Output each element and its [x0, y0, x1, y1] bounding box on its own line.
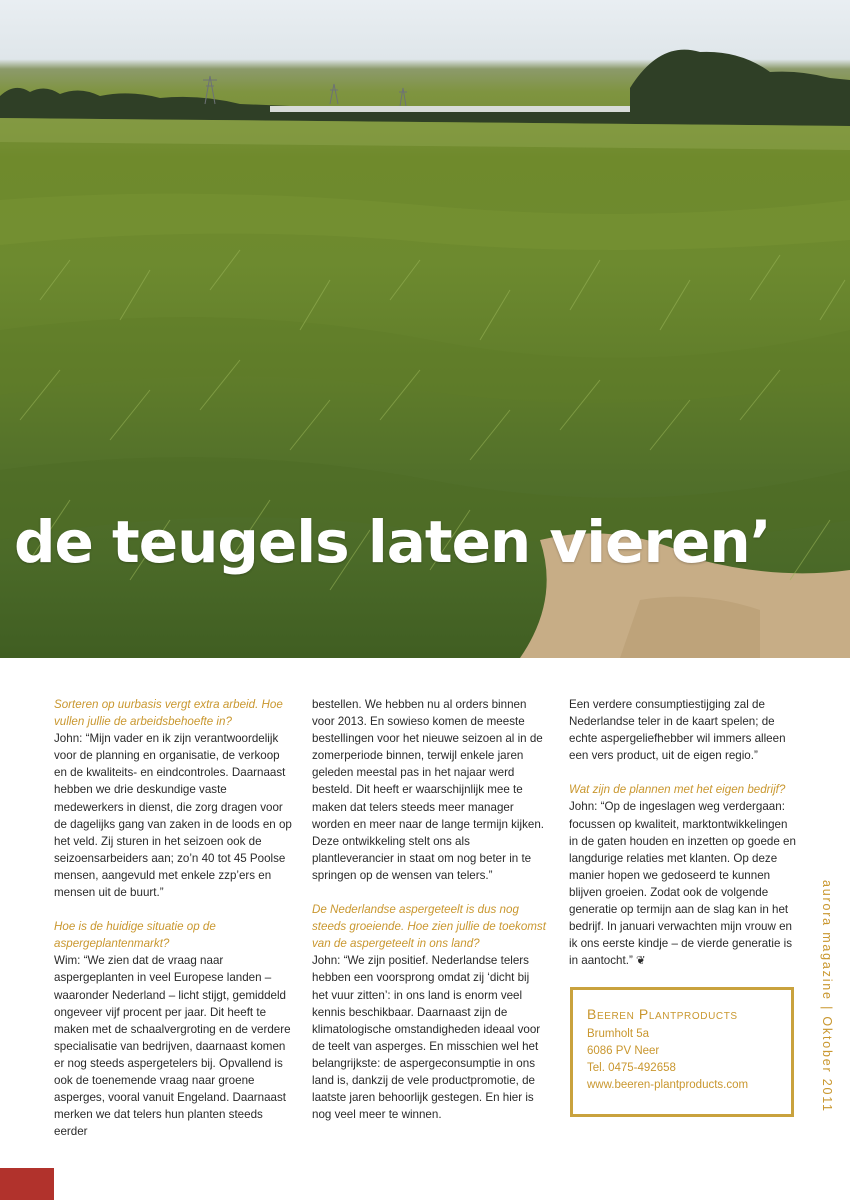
- end-mark-icon: ❦: [636, 954, 646, 968]
- answer-toekomst: John: “We zijn positief. Nederlandse telers hebben een voorsprong omdat zij ‘dicht bij het vuur zitten’: in ons land is enorm veel kennis beschikbaar. Daarnaast zijn de klimatologische omstandigheden ideaal voor de teelt van asperges. En misschien wel het belangrijkste: de aspergeconsumptie in ons land is, dankzij de vele productpromotie, de laatste jaren behoorlijk gestegen. En hier is nog veel meer te winnen.: [312, 954, 541, 1122]
- question-arbeidsbehoefte: Sorteren op uurbasis vergt extra arbeid. Hoe vullen jullie de arbeidsbehoefte in?: [54, 698, 283, 729]
- magazine-sidebar-label: aurora magazine | Oktober 2011: [820, 880, 834, 1113]
- column-3: [569, 696, 799, 969]
- website-link[interactable]: www.beeren-plantproducts.com: [587, 1079, 749, 1091]
- column-1: [54, 696, 292, 1140]
- phone-number: Tel. 0475-492658: [587, 1062, 676, 1074]
- answer-plannen: John: “Op de ingeslagen weg verdergaan: focussen op kwaliteit, marktontwikkelingen in de gaten houden en inzetten op goede en langdurige relaties met klanten. Op deze manier hopen we gedoseerd te kunnen blijven groeien. Zodat ook de volgende generatie op termijn aan de slag kan in het bedrijf. In januari verwachten mijn vrouw en ik ons eerste kindje – de vierde generatie is in aantocht.” ❦: [569, 800, 796, 968]
- answer-plantenmarkt-continued: bestellen. We hebben nu al orders binnen voor 2013. En sowieso komen de meeste bestellingen voor het nieuwe seizoen al in de zomerperiode binnen, terwijl enkele jaren geleden meestal pas in het najaar werd besteld. Dit heeft er waarschijnlijk mee te maken dat telers steeds meer manager worden en meer naar de lange termijn kijken. Deze ontwikkeling stelt ons als plantleverancier in staat om nog beter in te springen op de wensen van telers.”: [312, 698, 544, 882]
- corner-accent: [0, 1168, 54, 1200]
- column-2: [312, 696, 546, 1123]
- answer-plantenmarkt: Wim: “We zien dat de vraag naar aspergeplanten in veel Europese landen – waaronder Nederland – licht stijgt, gemiddeld ongeveer vijf procent per jaar. Dit heeft te maken met de schaalvergroting en de verdere specialisatie van bedrijven, daarnaast komen er nog steeds aspergetelers bij. Opvallend is ook de toenemende vraag naar groene asperges, vooral vanuit Engeland. Daarnaast merken we dat telers hun planten steeds eerder: [54, 954, 291, 1139]
- question-toekomst: De Nederlandse aspergeteelt is dus nog steeds groeiende. Hoe zien jullie de toekomst van de aspergeteelt in ons land?: [312, 903, 546, 951]
- address-street: Brumholt 5a: [587, 1028, 650, 1040]
- headline: de teugels laten vieren’: [14, 508, 771, 576]
- company-name: Beeren Plantproducts: [587, 1006, 738, 1022]
- answer-arbeidsbehoefte: John: “Mijn vader en ik zijn verantwoordelijk voor de planning en organisatie, de verkoop en de kwaliteits- en eindcontroles. Daarnaast hebben we drie deskundige vaste medewerkers in dienst, die zorg dragen voor de dagelijks gang van zaken in de loods en op het veld. Zij sturen in het seizoen ook de seizoensarbeiders aan; zo’n 40 tot 45 Poolse mensen, aangevuld met enkele zzp’ers en mensen uit de buurt.”: [54, 732, 292, 900]
- contact-box: [570, 987, 794, 1117]
- question-plannen: Wat zijn de plannen met het eigen bedrijf?: [569, 783, 786, 797]
- answer-toekomst-continued: Een verdere consumptiestijging zal de Nederlandse teler in de kaart spelen; de echte aspergeliefhebber wil immers alleen een vers product, uit de eigen regio.”: [569, 698, 786, 763]
- question-plantenmarkt: Hoe is de huidige situatie op de aspergeplantenmarkt?: [54, 920, 216, 951]
- address-postal: 6086 PV Neer: [587, 1045, 660, 1057]
